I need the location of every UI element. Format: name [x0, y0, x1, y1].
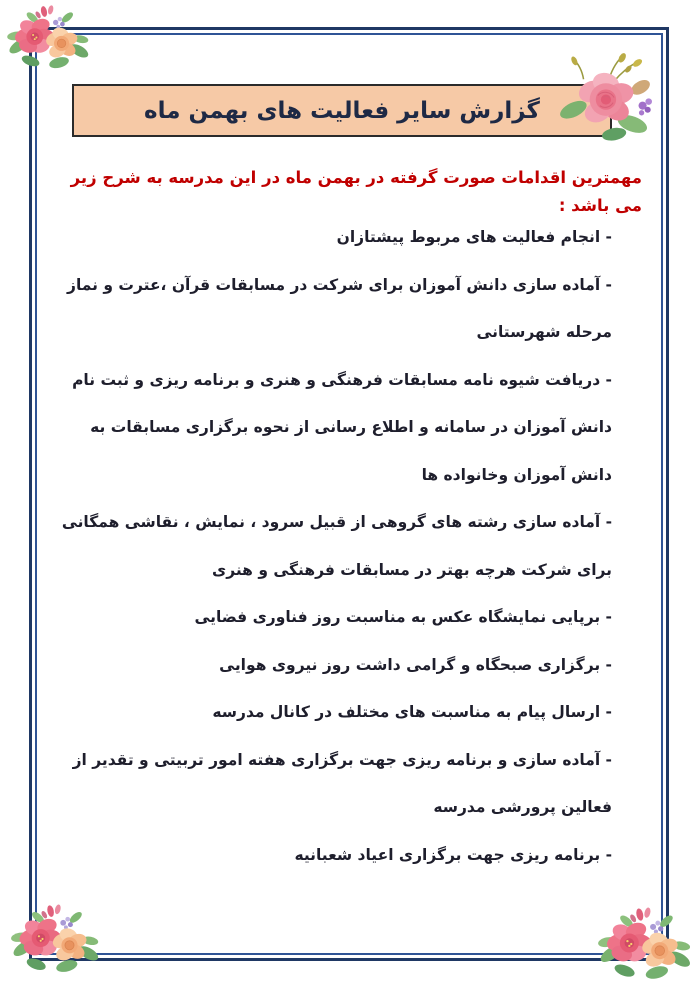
bullet-item: - برگزاری صبحگاه و گرامی داشت روز نیروی هوایی — [219, 655, 612, 674]
title-box — [72, 84, 612, 137]
corner-flower-bouquet-bottom-left-icon — [10, 903, 102, 975]
bullet-item: - ارسال پیام به مناسبت های مختلف در کانال مدرسه — [212, 703, 612, 721]
title-rose-icon — [553, 48, 665, 143]
page-title: گزارش سایر فعالیت های بهمن ماه — [144, 97, 540, 124]
bullet-item: - آماده سازی و برنامه ریزی جهت برگزاری هفته امور تربیتی و تقدیر از فعالین پرورشی مدرسه — [72, 750, 612, 816]
intro-heading: مهمترین اقدامات صورت گرفته در بهمن ماه در این مدرسه به شرح زیر می باشد : — [70, 168, 642, 215]
bullet-item: - برنامه ریزی جهت برگزاری اعیاد شعبانیه — [294, 845, 612, 864]
bullet-item: - انجام فعالیت های مربوط پیشتازان — [336, 228, 612, 246]
bullet-item: - آماده سازی رشته های گروهی از قبیل سرود ، نمایش ، نقاشی همگانی برای شرکت هرچه بهتر در مسابقات فرهنگی و هنری — [61, 513, 612, 579]
bullet-list — [58, 214, 612, 879]
corner-flower-bouquet-top-left-icon — [6, 4, 92, 71]
bullet-item: - آماده سازی دانش آموزان برای شرکت در مسابقات قرآن ،عترت و نماز مرحله شهرستانی — [67, 275, 612, 341]
bullet-item: - برپایی نمایشگاه عکس به مناسبت روز فناوری فضایی — [194, 608, 612, 626]
bullet-item: - دریافت شیوه نامه مسابقات فرهنگی و هنری و برنامه ریزی و ثبت نام دانش آموزان در سامانه و اطلاع رسانی از نحوه برگزاری مسابقات به دانش آموزان وخانواده ها — [72, 370, 612, 484]
corner-flower-bouquet-bottom-right-icon — [596, 906, 695, 982]
